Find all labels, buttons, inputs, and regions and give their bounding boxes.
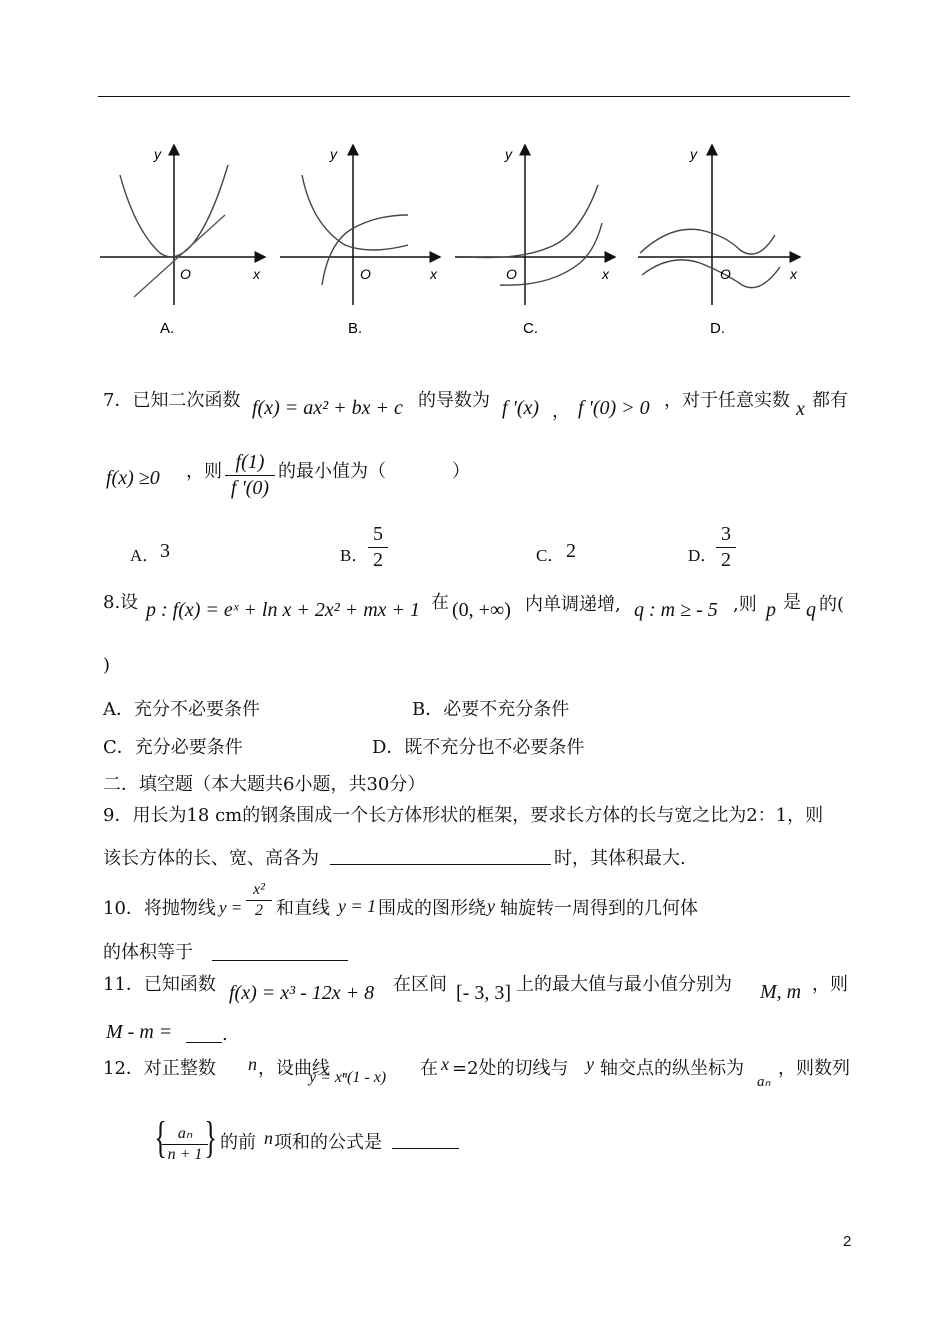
q7-var-x: x bbox=[796, 398, 805, 420]
q12-text-1: 12．对正整数 bbox=[103, 1058, 216, 1079]
q12-text-8: 项和的公式是 bbox=[274, 1132, 382, 1153]
q8-text-in: 在 bbox=[431, 592, 449, 613]
q10-text-2: 和直线 bbox=[276, 898, 330, 919]
q8-option-a: A．充分不必要条件 bbox=[103, 699, 260, 720]
q12-answer-blank[interactable] bbox=[392, 1126, 459, 1149]
q7-fraction bbox=[225, 450, 275, 501]
axis-x-label: x bbox=[253, 266, 260, 282]
axis-y-label: y bbox=[330, 146, 337, 162]
axis-x-label: x bbox=[430, 266, 437, 282]
q8-p-def: p : f(x) = eˣ + ln x + 2x² + mx + 1 bbox=[146, 599, 421, 621]
tangent-line bbox=[134, 215, 225, 297]
graphs-figure bbox=[90, 135, 820, 350]
q7-option-c-value: 2 bbox=[566, 540, 576, 562]
graph-a bbox=[100, 145, 265, 337]
q11-function-def: f(x) = x³ - 12x + 8 bbox=[229, 982, 375, 1004]
axis-y-label: y bbox=[505, 146, 512, 162]
q10-frac-num: x² bbox=[253, 881, 265, 898]
q7-option-b-num: 5 bbox=[373, 523, 383, 545]
q10-text-3: 围成的图形绕 bbox=[378, 898, 486, 919]
q9-answer-blank[interactable] bbox=[330, 838, 551, 865]
graph-label: D. bbox=[710, 320, 725, 337]
q12-x: x bbox=[441, 1054, 449, 1074]
q11-period: . bbox=[222, 1024, 228, 1045]
left-brace: { bbox=[154, 1113, 167, 1162]
q8-interval: (0, +∞) bbox=[452, 599, 511, 621]
q12-text-6: ，则数列 bbox=[778, 1058, 850, 1079]
q9-line-2b: 时，其体积最大. bbox=[554, 848, 686, 869]
q7-option-b-fraction bbox=[368, 522, 388, 573]
q12-text-7: 的前 bbox=[220, 1132, 256, 1153]
q11-text-3: 上的最大值与最小值分别为 bbox=[516, 974, 732, 995]
q12-text-2: ，设曲线 bbox=[258, 1058, 330, 1079]
q12-n: n bbox=[248, 1054, 257, 1074]
graph-label: B. bbox=[348, 320, 363, 337]
q7-text-min: 的最小值为（ bbox=[278, 461, 386, 482]
origin-label: O bbox=[506, 266, 517, 282]
axis-x-label: x bbox=[602, 266, 609, 282]
q8-q-def: q : m ≥ - 5 bbox=[634, 599, 718, 621]
q12-an: aₙ bbox=[757, 1074, 771, 1090]
q7-option-d-num: 3 bbox=[721, 523, 731, 545]
q10-y-eq: y = bbox=[219, 898, 243, 917]
q7-option-b-den: 2 bbox=[373, 549, 383, 571]
q12-n-2: n bbox=[264, 1128, 273, 1148]
q12-text-5: 轴交点的纵坐标为 bbox=[600, 1058, 744, 1079]
q7-option-d-fraction bbox=[716, 522, 736, 573]
q7-function-def: f(x) = ax² + bx + c bbox=[252, 397, 403, 419]
curve-1 bbox=[302, 175, 408, 250]
q10-text-1: 10．将抛物线 bbox=[103, 898, 216, 919]
q7-close-paren: ） bbox=[452, 461, 470, 482]
q7-comma: ， bbox=[552, 401, 570, 422]
q11-answer-blank[interactable] bbox=[186, 1022, 222, 1043]
section-heading: 二．填空题（本大题共6小题，共30分） bbox=[103, 774, 426, 795]
q7-text-then: ，则 bbox=[186, 461, 222, 482]
q7-text-any: ，对于任意实数 bbox=[664, 390, 790, 411]
curve-1 bbox=[470, 185, 598, 258]
q11-expression: M - m = bbox=[106, 1021, 173, 1043]
origin-label: O bbox=[720, 266, 731, 282]
q8-p: p bbox=[766, 599, 776, 621]
graph-label: A. bbox=[160, 320, 175, 337]
origin-label: O bbox=[360, 266, 371, 282]
q11-mm: M, m bbox=[760, 981, 802, 1003]
q10-y: y bbox=[487, 896, 495, 916]
q8-text-monotone: 内单调递增, bbox=[525, 594, 621, 615]
q8-number-text: 8.设 bbox=[103, 592, 139, 613]
graph-b bbox=[280, 145, 440, 337]
q10-line-eq: y = 1 bbox=[338, 896, 377, 916]
graph-c bbox=[455, 145, 615, 337]
q8-option-d: D．既不充分也不必要条件 bbox=[372, 737, 585, 758]
q10-text-4: 轴旋转一周得到的几何体 bbox=[500, 898, 698, 919]
q8-text-is: 是 bbox=[783, 592, 801, 613]
q7-option-a-value: 3 bbox=[160, 540, 170, 562]
q10-frac-den: 2 bbox=[255, 902, 263, 919]
q12-curve: y = xⁿ(1 - x) bbox=[309, 1069, 387, 1086]
axis-y-label: y bbox=[690, 146, 697, 162]
q8-option-c: C．充分必要条件 bbox=[103, 737, 243, 758]
q10-line-2: 的体积等于 bbox=[103, 942, 193, 963]
q8-option-b: B．必要不充分条件 bbox=[412, 699, 570, 720]
q11-text-2: 在区间 bbox=[393, 974, 447, 995]
header-rule bbox=[98, 96, 850, 97]
q8-text-of: 的( bbox=[819, 594, 845, 615]
q7-fprime: f '(x) bbox=[502, 397, 540, 419]
curve-2 bbox=[642, 260, 780, 288]
q12-text-4: =2处的切线与 bbox=[452, 1058, 569, 1079]
q10-fraction bbox=[246, 880, 272, 921]
axis-x-label: x bbox=[790, 266, 797, 282]
page-number: 2 bbox=[843, 1233, 852, 1250]
q11-text-4: ，则 bbox=[812, 974, 848, 995]
q12-y: y bbox=[586, 1054, 594, 1074]
q7-text-derivative: 的导数为 bbox=[418, 390, 490, 411]
q7-text-all: 都有 bbox=[812, 390, 848, 411]
q9-line-1: 9．用长为18 cm的钢条围成一个长方体形状的框架，要求长方体的长与宽之比为2：1，则 bbox=[103, 805, 824, 826]
q7-option-d-label: D． bbox=[688, 546, 718, 565]
q8-close-paren: ) bbox=[103, 655, 111, 676]
q8-q: q bbox=[806, 599, 816, 621]
q11-interval: [- 3, 3] bbox=[456, 982, 511, 1004]
q11-text-1: 11．已知函数 bbox=[103, 974, 216, 995]
q7-number-text: 7．已知二次函数 bbox=[103, 390, 241, 411]
graph-d bbox=[638, 145, 800, 337]
q7-condition-2: f(x) ≥0 bbox=[106, 467, 160, 489]
q9-line-2a: 该长方体的长、宽、高各为 bbox=[103, 848, 319, 869]
right-brace: } bbox=[204, 1113, 217, 1162]
curve-1 bbox=[640, 229, 775, 254]
q12-seq-num: aₙ bbox=[177, 1125, 193, 1142]
q12-seq-den: n + 1 bbox=[167, 1146, 203, 1163]
origin-label: O bbox=[180, 266, 191, 282]
q10-answer-blank[interactable] bbox=[212, 934, 348, 961]
q7-condition: f '(0) > 0 bbox=[578, 397, 650, 419]
q7-frac-num: f(1) bbox=[235, 451, 265, 473]
q7-option-b-label: B． bbox=[340, 546, 369, 565]
q7-option-d-den: 2 bbox=[721, 549, 731, 571]
q7-option-c-label: C． bbox=[536, 546, 565, 565]
axis-y-label: y bbox=[154, 146, 161, 162]
q12-seq-fraction bbox=[162, 1124, 208, 1165]
q7-frac-den: f '(0) bbox=[230, 477, 270, 499]
graph-label: C. bbox=[523, 320, 538, 337]
q7-option-a-label: A． bbox=[130, 546, 160, 565]
q8-text-then: ,则 bbox=[733, 594, 757, 615]
q12-text-3: 在 bbox=[420, 1058, 438, 1079]
